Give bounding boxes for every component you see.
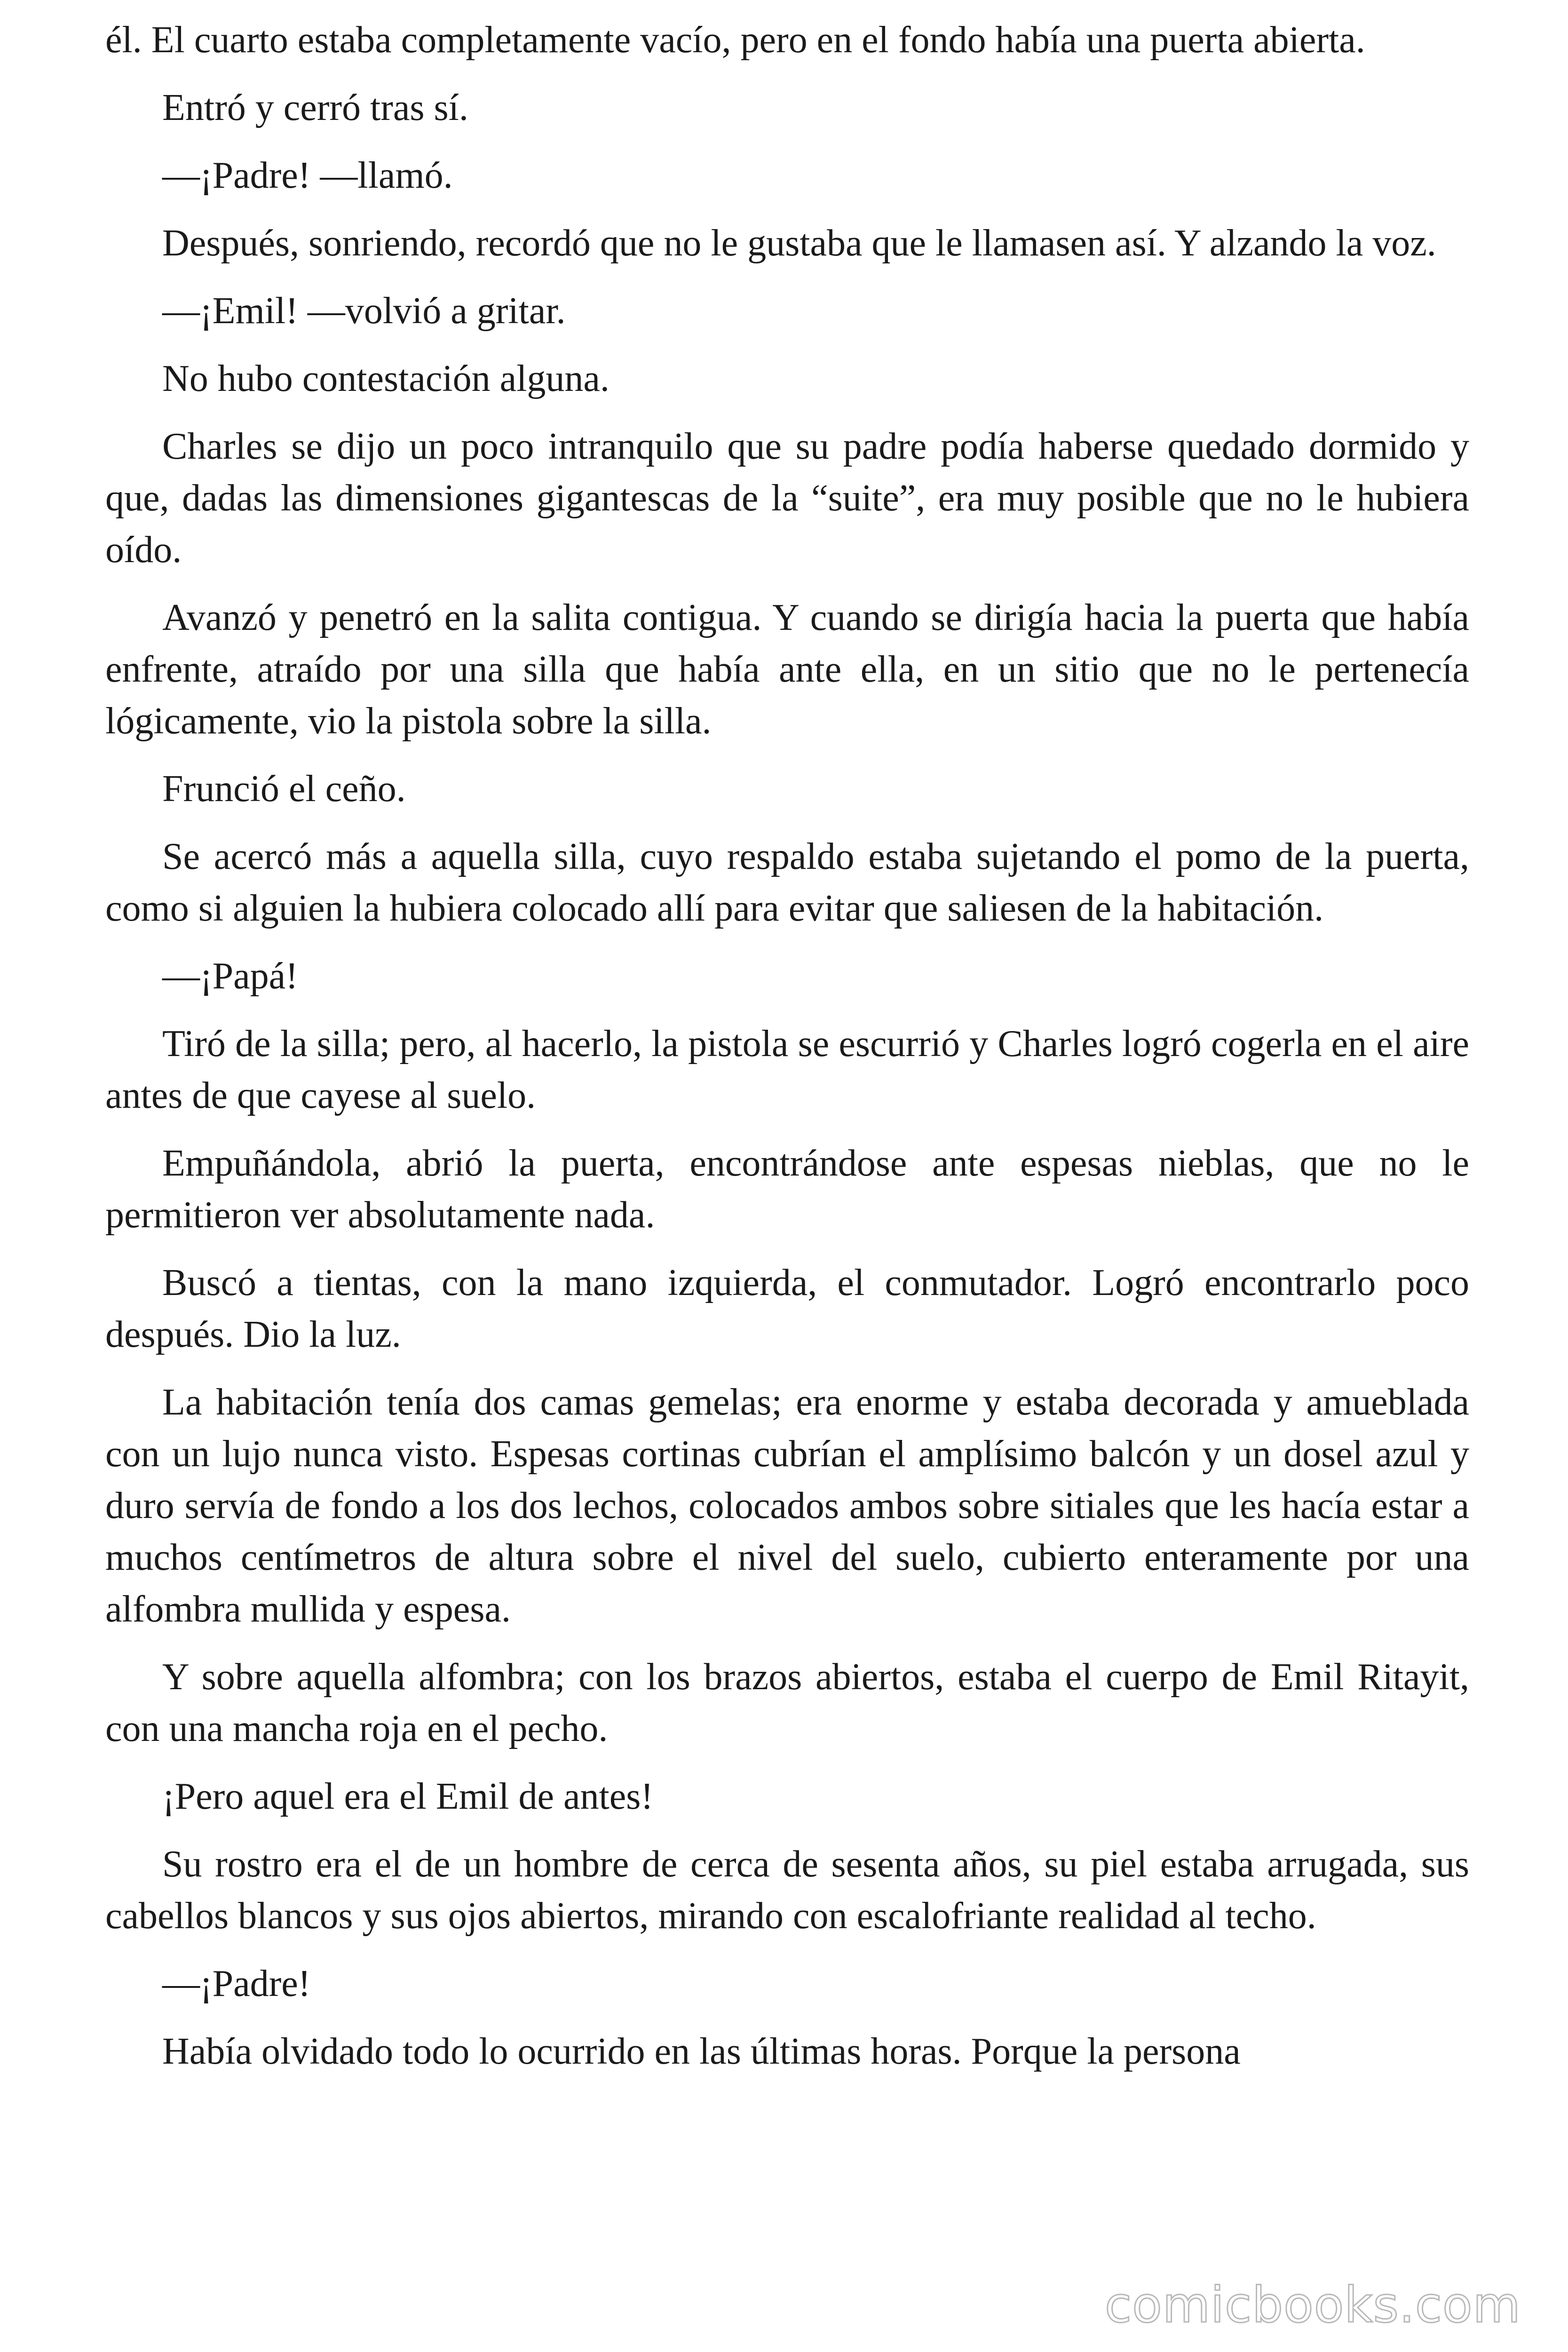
- paragraph: Buscó a tientas, con la mano izquierda, el conmutador. Logró encontrarlo poco después. Dio la luz.: [105, 1262, 1469, 1355]
- paragraph: Se acercó más a aquella silla, cuyo respaldo estaba sujetando el pomo de la puerta, como si alguien la hubiera colocado allí para evitar que saliesen de la habitación.: [105, 836, 1469, 929]
- paragraph: Tiró de la silla; pero, al hacerlo, la pistola se escurrió y Charles logró cogerla en el aire antes de que cayese al suelo.: [105, 1023, 1469, 1116]
- paragraph: No hubo contestación alguna.: [162, 358, 610, 399]
- watermark: comicbooks.com: [1104, 2276, 1521, 2334]
- paragraph: Había olvidado todo lo ocurrido en las últimas horas. Porque la persona: [162, 2031, 1241, 2072]
- paragraph: —¡Papá!: [162, 955, 298, 997]
- paragraph: —¡Padre!: [162, 1963, 311, 2004]
- paragraph: —¡Emil! —volvió a gritar.: [162, 290, 566, 332]
- paragraph: La habitación tenía dos camas gemelas; era enorme y estaba decorada y amueblada con un lujo nunca visto. Espesas cortinas cubrían el amplísimo balcón y un dosel azul y duro servía de fondo a los dos lechos, colocados ambos sobre sitiales que les hacía estar a muchos centímetros de altura sobre el nivel del suelo, cubierto enteramente por una alfombra mullida y espesa.: [105, 1382, 1469, 1630]
- paragraph: Y sobre aquella alfombra; con los brazos abiertos, estaba el cuerpo de Emil Ritayit, con una mancha roja en el pecho.: [105, 1656, 1469, 1749]
- paragraph: ¡Pero aquel era el Emil de antes!: [162, 1776, 653, 1817]
- paragraph: Charles se dijo un poco intranquilo que su padre podía haberse quedado dormido y que, dadas las dimensiones gigantescas de la “suite”, era muy posible que no le hubiera oído.: [105, 426, 1469, 571]
- paragraph: él. El cuarto estaba completamente vacío, pero en el fondo había una puerta abierta.: [105, 19, 1365, 61]
- paragraph: Después, sonriendo, recordó que no le gustaba que le llamasen así. Y alzando la voz.: [162, 222, 1436, 264]
- paragraph: Frunció el ceño.: [162, 768, 406, 810]
- paragraph: Su rostro era el de un hombre de cerca de sesenta años, su piel estaba arrugada, sus cabellos blancos y sus ojos abiertos, mirando con escalofriante realidad al techo.: [105, 1843, 1469, 1937]
- book-page-text: [105, 14, 1469, 2093]
- paragraph: —¡Padre! —llamó.: [162, 155, 453, 196]
- paragraph: Entró y cerró tras sí.: [162, 87, 468, 128]
- paragraph: Avanzó y penetró en la salita contigua. Y cuando se dirigía hacia la puerta que había enfrente, atraído por una silla que había ante ella, en un sitio que no le pertenecía lógicamente, vio la pistola sobre la silla.: [105, 597, 1469, 742]
- paragraph: Empuñándola, abrió la puerta, encontrándose ante espesas nieblas, que no le permitieron ver absolutamente nada.: [105, 1143, 1469, 1236]
